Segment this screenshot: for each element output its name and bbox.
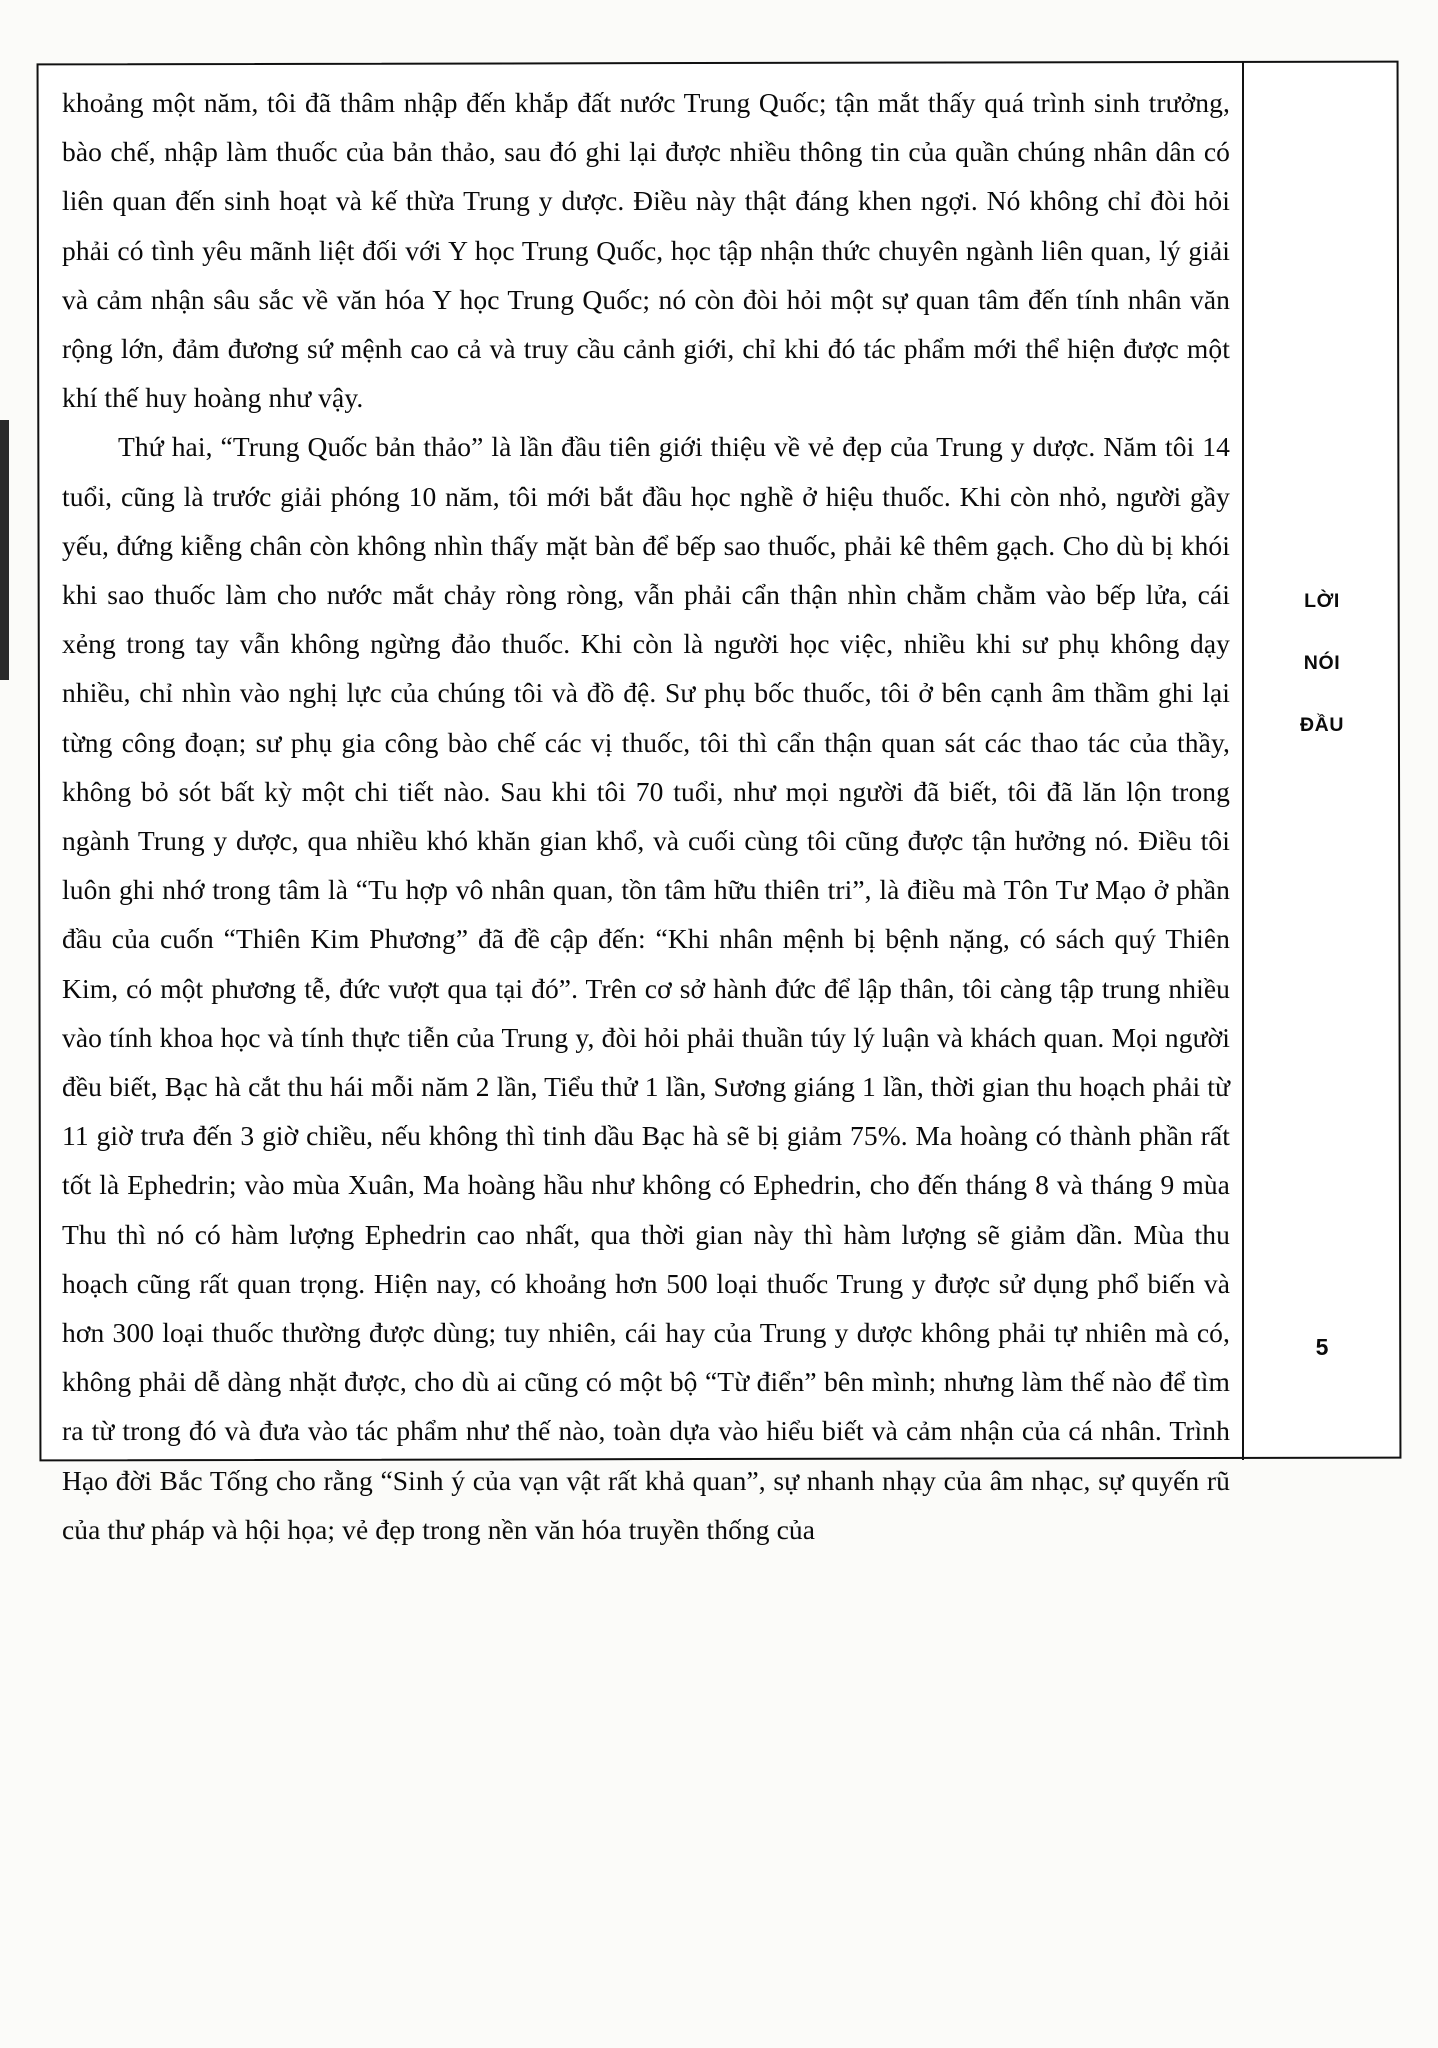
body-text-column: [62, 78, 1230, 1545]
sidebar-label-line-1: LỜI: [1304, 590, 1340, 612]
sidebar-label-line-3: ĐẦU: [1299, 714, 1345, 736]
paragraph-continuation: khoảng một năm, tôi đã thâm nhập đến khắp đất nước Trung Quốc; tận mắt thấy quá trình sinh trưởng, bào chế, nhập làm thuốc của bản thảo, sau đó ghi lại được nhiều thông tin của quần chúng nhân dân có liên quan đến sinh hoạt và kế thừa Trung y dược. Điều này thật đáng khen ngợi. Nó không chỉ đòi hỏi phải có tình yêu mãnh liệt đối với Y học Trung Quốc, học tập nhận thức chuyên ngành liên quan, lý giải và cảm nhận sâu sắc về văn hóa Y học Trung Quốc; nó còn đòi hỏi một sự quan tâm đến tính nhân văn rộng lớn, đảm đương sứ mệnh cao cả và truy cầu cảnh giới, chỉ khi đó tác phẩm mới thể hiện được một khí thế huy hoàng như vậy.: [62, 87, 1230, 414]
scan-edge-artifact: [0, 420, 9, 680]
sidebar-label-line-2: NÓI: [1303, 652, 1341, 674]
page-number: 5: [1315, 1334, 1329, 1360]
paragraph-second-point: Thứ hai, “Trung Quốc bản thảo” là lần đầu tiên giới thiệu về vẻ đẹp của Trung y dược. Năm tôi 14 tuổi, cũng là trước giải phóng 10 năm, tôi mới bắt đầu học nghề ở hiệu thuốc. Khi còn nhỏ, người gầy yếu, đứng kiễng chân còn không nhìn thấy mặt bàn để bếp sao thuốc, phải kê thêm gạch. Cho dù bị khói khi sao thuốc làm cho nước mắt chảy ròng ròng, vẫn phải cẩn thận nhìn chằm chằm vào bếp lửa, cái xẻng trong tay vẫn không ngừng đảo thuốc. Khi còn là người học việc, nhiều khi sư phụ không dạy nhiều, chỉ nhìn vào nghị lực của chúng tôi và đồ đệ. Sư phụ bốc thuốc, tôi ở bên cạnh âm thầm ghi lại từng công đoạn; sư phụ gia công bào chế các vị thuốc, tôi thì cẩn thận quan sát các thao tác của thầy, không bỏ sót bất kỳ một chi tiết nào. Sau khi tôi 70 tuổi, như mọi người đã biết, tôi đã lăn lộn trong ngành Trung y dược, qua nhiều khó khăn gian khổ, và cuối cùng tôi cũng được tận hưởng nó. Điều tôi luôn ghi nhớ trong tâm là “Tu hợp vô nhân quan, tồn tâm hữu thiên tri”, là điều mà Tôn Tư Mạo ở phần đầu của cuốn “Thiên Kim Phương” đã đề cập đến: “Khi nhân mệnh bị bệnh nặng, có sách quý Thiên Kim, có một phương tễ, đức vượt qua tại đó”. Trên cơ sở hành đức để lập thân, tôi càng tập trung nhiều vào tính khoa học và tính thực tiễn của Trung y, đòi hỏi phải thuần túy lý luận và khách quan. Mọi người đều biết, Bạc hà cắt thu hái mỗi năm 2 lần, Tiểu thử 1 lần, Sương giáng 1 lần, thời gian thu hoạch phải từ 11 giờ trưa đến 3 giờ chiều, nếu không thì tinh dầu Bạc hà sẽ bị giảm 75%. Ma hoàng có thành phần rất tốt là Ephedrin; vào mùa Xuân, Ma hoàng hầu như không có Ephedrin, cho đến tháng 8 và tháng 9 mùa Thu thì nó có hàm lượng Ephedrin cao nhất, qua thời gian này thì hàm lượng sẽ giảm dần. Mùa thu hoạch cũng rất quan trọng. Hiện nay, có khoảng hơn 500 loại thuốc Trung y được sử dụng phổ biến và hơn 300 loại thuốc thường được dùng; tuy nhiên, cái hay của Trung y dược không phải tự nhiên mà có, không phải dễ dàng nhặt được, cho dù ai cũng có một bộ “Từ điển” bên mình; nhưng làm thế nào để tìm ra từ trong đó và đưa vào tác phẩm như thế nào, toàn dựa vào hiểu biết và cảm nhận của cá nhân. Trình Hạo đời Bắc Tống cho rằng “Sinh ý của vạn vật rất khả quan”, sự nhanh nhạy của âm nhạc, sự quyến rũ của thư pháp và hội họa; vẻ đẹp trong nền văn hóa truyền thống của: [62, 431, 1230, 1545]
running-head-sidebar: [1244, 62, 1400, 1460]
